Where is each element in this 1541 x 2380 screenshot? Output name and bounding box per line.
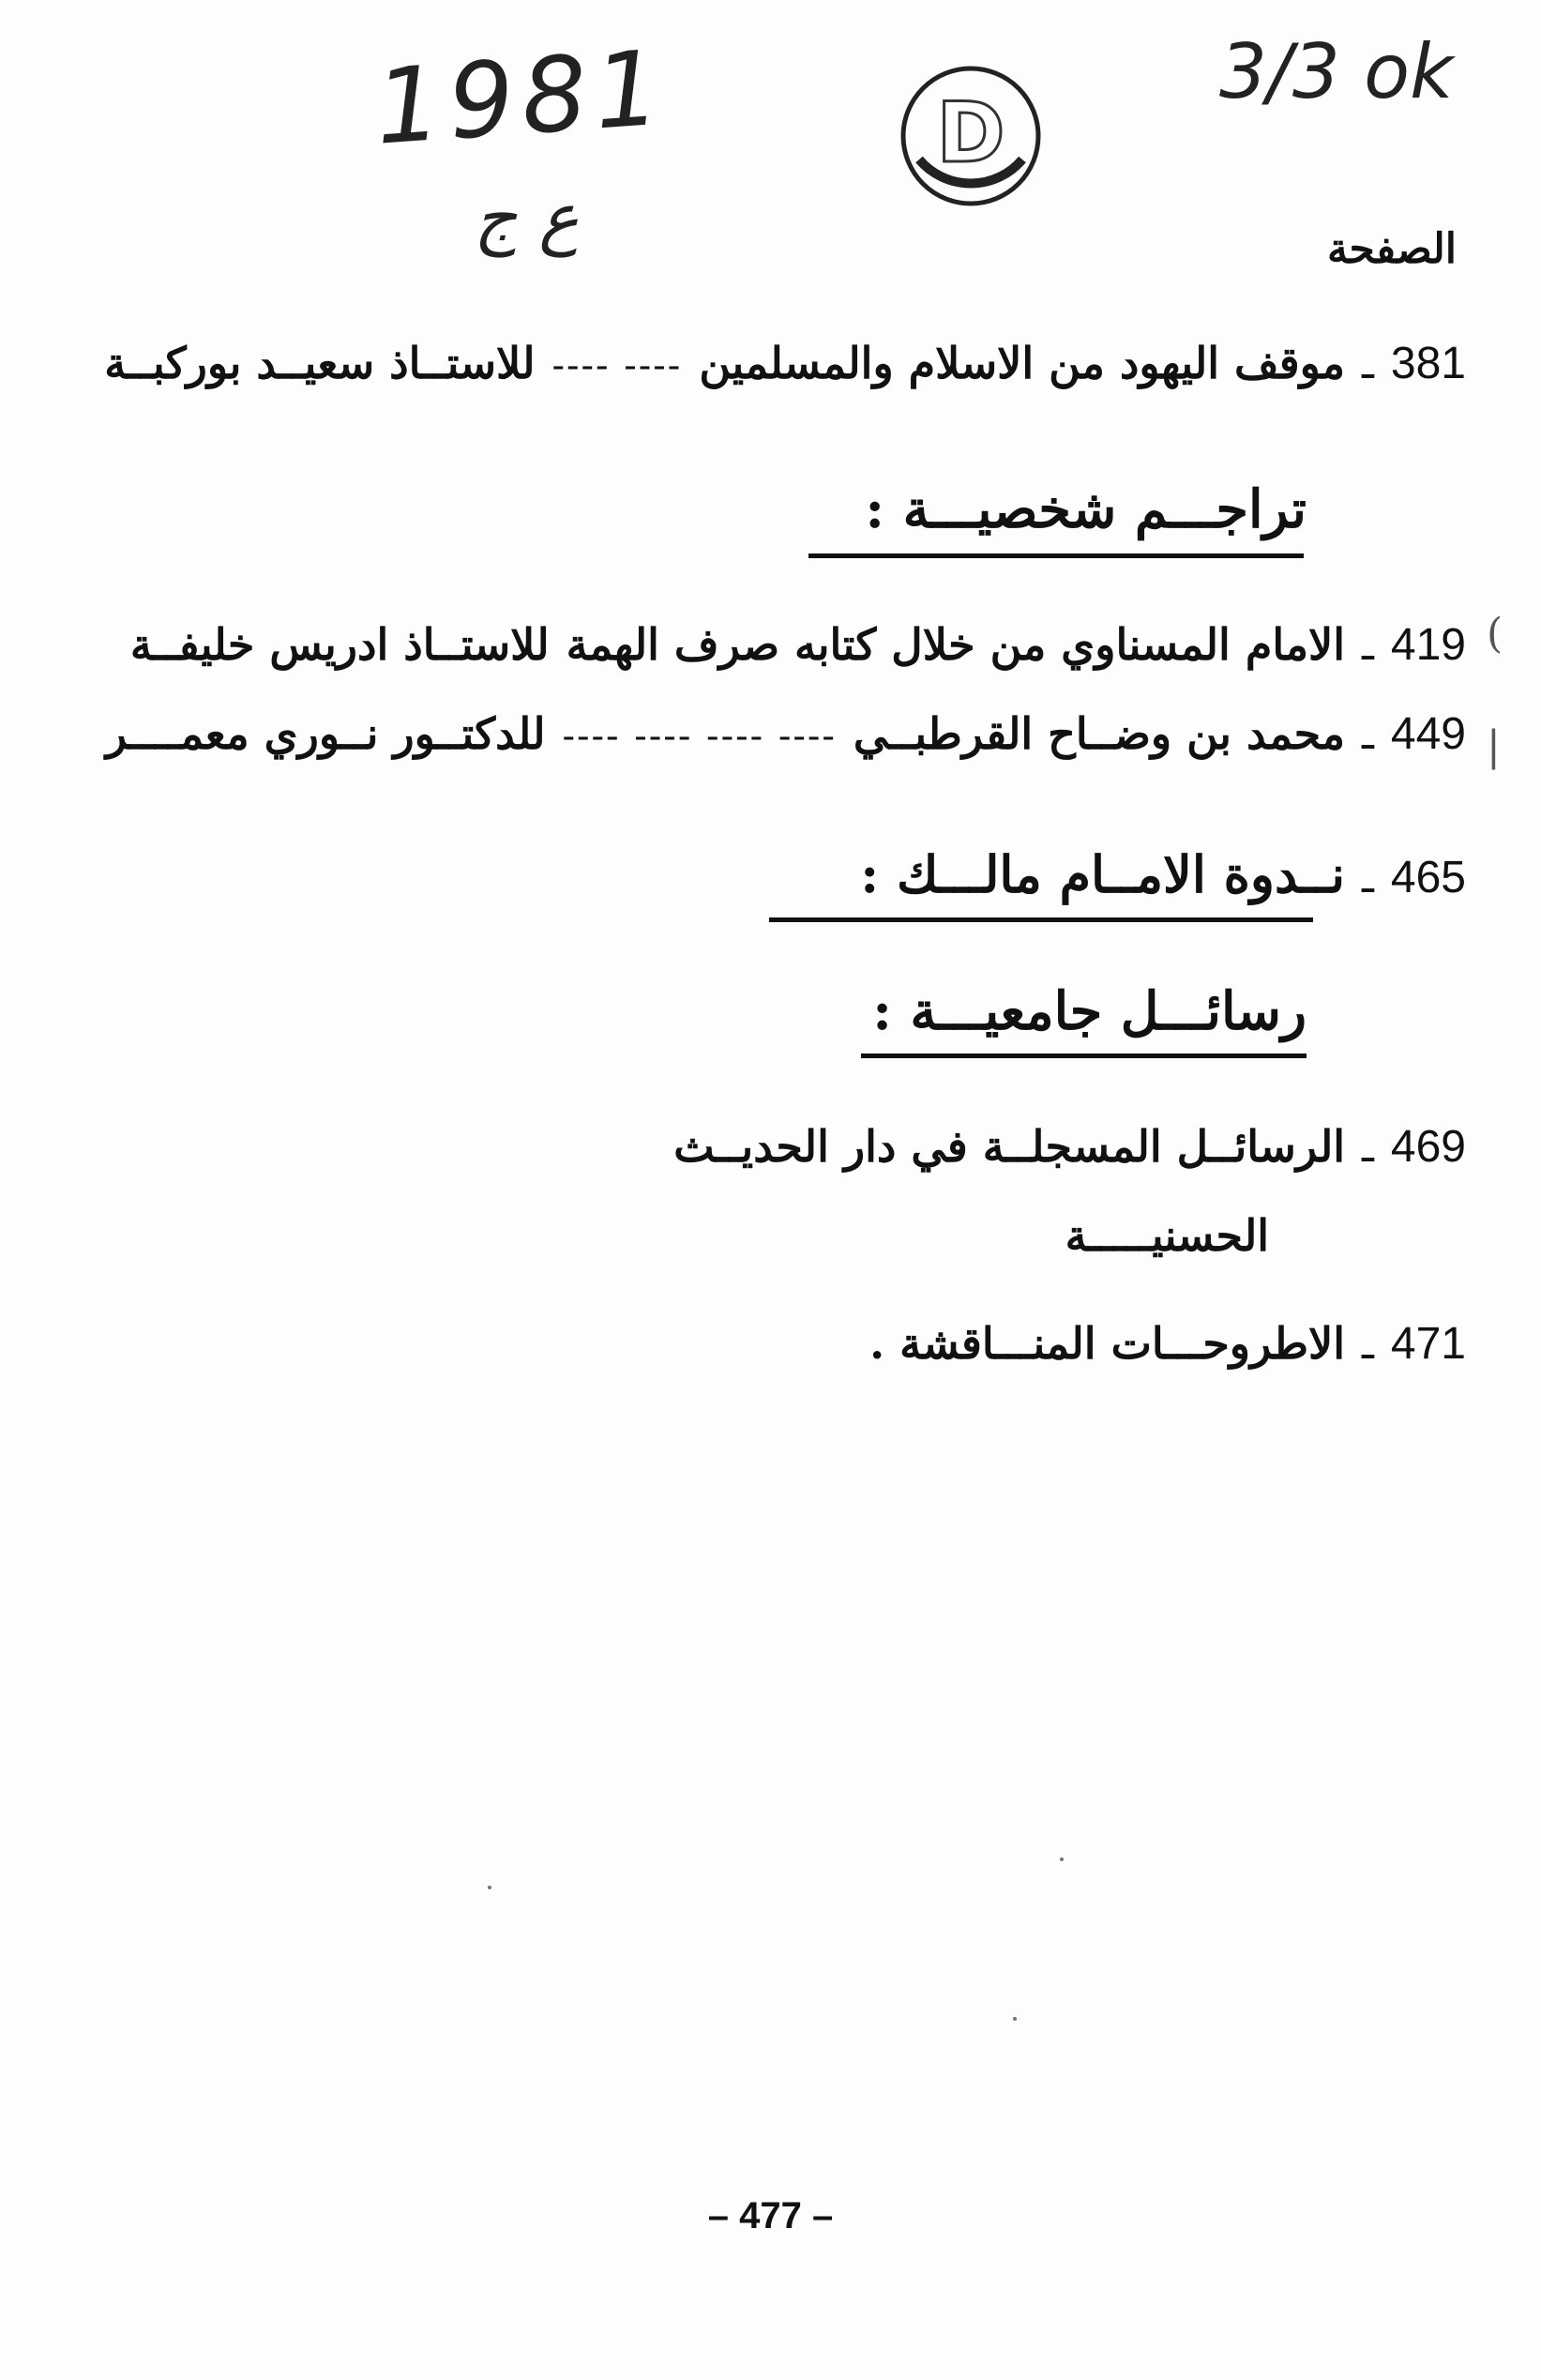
section-heading-biographies: تراجـــم شخصيـــة : xyxy=(865,478,1307,540)
entry-separator: ---- ---- ---- ---- xyxy=(562,715,837,758)
entry-dash: ـ xyxy=(1362,341,1374,388)
heading-underline xyxy=(769,917,1313,922)
entry-author: للدكتــور نــوري معمــــر xyxy=(105,708,546,759)
entry-dash: ـ xyxy=(1362,622,1374,670)
entry-title: محمد بن وضــاح القرطبــي xyxy=(853,708,1346,759)
entry-page-number: 471 xyxy=(1390,1319,1466,1369)
handwritten-number: 1981 xyxy=(370,27,672,168)
page-column-header: الصفحة xyxy=(1326,225,1457,273)
entry-title: موقف اليهود من الاسلام والمسلمين xyxy=(699,338,1346,388)
entry-title: الامام المسناوي من خلال كتابه صرف الهمة xyxy=(566,619,1346,670)
entry-separator: ---- ---- xyxy=(551,344,683,387)
toc-entry xyxy=(106,708,1466,760)
entry-author: للاستــاذ ادريس خليفــة xyxy=(129,619,550,670)
scan-speck xyxy=(1060,1857,1064,1861)
heading-underline xyxy=(808,553,1304,558)
toc-entry xyxy=(673,1121,1466,1173)
entry-dash: ـ xyxy=(1362,711,1374,759)
entry-page-number: 465 xyxy=(1390,853,1466,902)
entry-author: للاستــاذ سعيــد بوركبــة xyxy=(104,338,536,388)
entry-dash: ـ xyxy=(1362,855,1374,902)
scan-speck xyxy=(488,1886,491,1889)
toc-section-symposium xyxy=(860,844,1466,904)
entry-page-number: 419 xyxy=(1390,620,1466,670)
toc-entry xyxy=(130,619,1466,671)
handwritten-initials: ع ج xyxy=(474,178,580,257)
margin-scribble: | xyxy=(1487,722,1501,770)
heading-underline xyxy=(861,1054,1307,1058)
handwritten-check-note: 3/3 ok xyxy=(1219,28,1454,115)
toc-entry xyxy=(104,338,1466,389)
entry-page-number: 469 xyxy=(1390,1122,1466,1172)
margin-scribble: ( xyxy=(1487,610,1503,658)
entry-dash: ـ xyxy=(1362,1321,1374,1369)
entry-page-number: 449 xyxy=(1390,709,1466,759)
toc-entry xyxy=(869,1318,1466,1370)
entry-title: الاطروحـــات المنـــاقشة . xyxy=(869,1318,1346,1369)
stamp-letter: D xyxy=(936,84,1005,181)
section-heading-theses: رسائـــل جامعيـــة : xyxy=(872,980,1307,1042)
entry-dash: ـ xyxy=(1362,1124,1374,1172)
section-heading-symposium: نــدوة الامــام مالـــك : xyxy=(860,844,1346,904)
page-number: – 477 – xyxy=(707,2195,834,2236)
stamp-logo xyxy=(891,56,1050,216)
scan-speck xyxy=(1013,2017,1017,2021)
entry-title: الرسائــل المسجلــة في دار الحديــث xyxy=(673,1121,1346,1172)
entry-page-number: 381 xyxy=(1390,339,1466,388)
entry-title-continuation: الحسنيـــــة xyxy=(1065,1210,1269,1261)
